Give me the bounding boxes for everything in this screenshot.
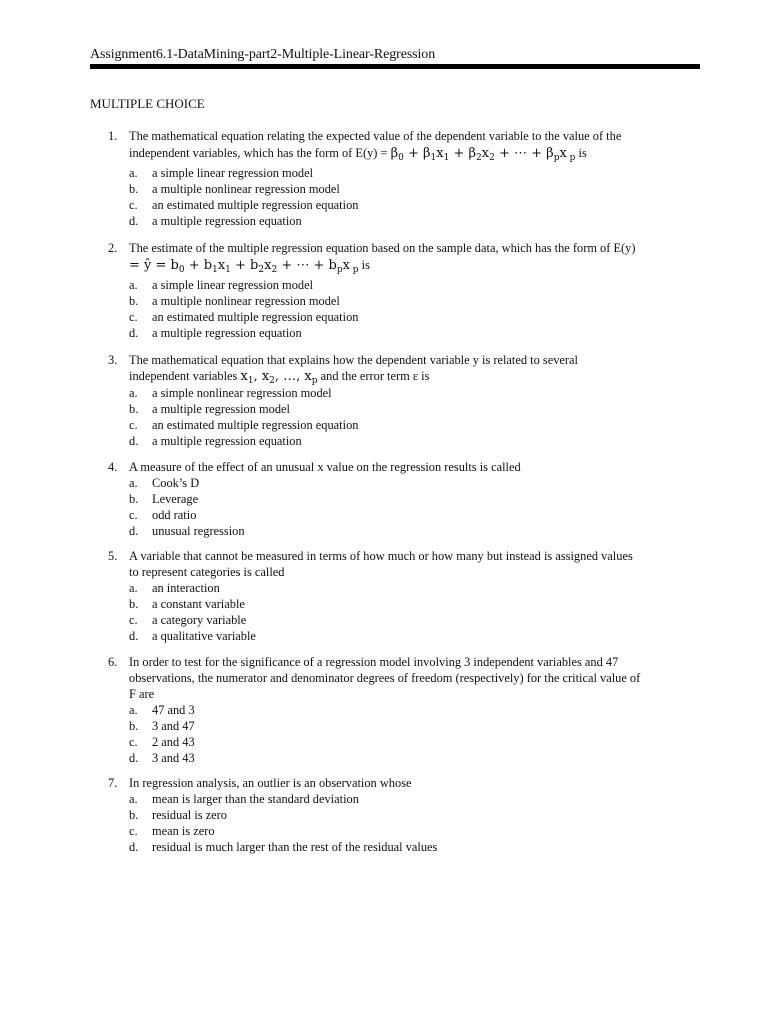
option-text: 47 and 3	[152, 703, 195, 717]
option-text: an estimated multiple regression equation	[152, 310, 359, 324]
option-d	[129, 750, 689, 766]
header-rule	[90, 64, 700, 69]
option-letter: c.	[129, 824, 138, 838]
option-letter: b.	[129, 597, 139, 611]
option-letter: c.	[129, 310, 138, 324]
stem-text: is	[358, 258, 370, 272]
option-letter: b.	[129, 719, 139, 733]
option-text: a multiple regression equation	[152, 214, 302, 228]
option-text: an interaction	[152, 581, 220, 595]
option-text: mean is zero	[152, 824, 215, 838]
option-b	[129, 293, 689, 309]
option-c	[129, 507, 689, 523]
option-b	[129, 401, 689, 417]
question-number: 4.	[108, 460, 118, 474]
option-d	[129, 433, 689, 449]
option-a	[129, 791, 689, 807]
question-number: 6.	[108, 655, 118, 669]
option-letter: c.	[129, 613, 138, 627]
stem-line: observations, the numerator and denominator degrees of freedom (respectively) for the critical value of	[129, 671, 641, 685]
option-c	[129, 309, 689, 325]
option-list	[129, 580, 689, 644]
option-list	[129, 702, 689, 766]
option-letter: c.	[129, 735, 138, 749]
math-expression: = ŷ = $b_0 + b_1x_1 + b_2x_2$ + ⋯ + $b_px$ $_p$	[129, 258, 359, 275]
option-letter: a.	[129, 166, 138, 180]
option-letter: b.	[129, 182, 139, 196]
option-text: a simple nonlinear regression model	[152, 386, 332, 400]
stem-line	[129, 368, 704, 385]
stem-text: independent variables, which has the form of E(y) =	[129, 146, 391, 160]
question-stem	[129, 459, 704, 475]
option-letter: d.	[129, 751, 139, 765]
option-list	[129, 277, 689, 341]
option-text: a category variable	[152, 613, 247, 627]
option-text: unusual regression	[152, 524, 245, 538]
question-stem	[129, 775, 704, 791]
option-c	[129, 823, 689, 839]
option-letter: b.	[129, 492, 139, 506]
option-d	[129, 839, 689, 855]
question-number: 1.	[108, 129, 118, 143]
math-expression: $x_1$, $x_2$, …, $x_p$	[240, 369, 318, 386]
option-a	[129, 475, 689, 491]
option-list	[129, 385, 689, 449]
option-letter: d.	[129, 629, 139, 643]
stem-line	[129, 145, 704, 162]
option-letter: b.	[129, 808, 139, 822]
option-text: mean is larger than the standard deviation	[152, 792, 359, 806]
option-text: a qualitative variable	[152, 629, 256, 643]
stem-text: is	[575, 146, 587, 160]
option-text: Cook’s D	[152, 476, 200, 490]
option-d	[129, 213, 689, 229]
option-text: a multiple nonlinear regression model	[152, 182, 340, 196]
option-letter: b.	[129, 294, 139, 308]
stem-line: In regression analysis, an outlier is an observation whose	[129, 776, 412, 790]
option-c	[129, 612, 689, 628]
option-a	[129, 385, 689, 401]
option-b	[129, 181, 689, 197]
document-header	[90, 46, 700, 64]
question-number: 5.	[108, 549, 118, 563]
option-list	[129, 165, 689, 229]
option-a	[129, 165, 689, 181]
option-letter: c.	[129, 198, 138, 212]
option-letter: a.	[129, 581, 138, 595]
option-text: a simple linear regression model	[152, 166, 314, 180]
option-c	[129, 417, 689, 433]
stem-text: and the error term ε is	[317, 369, 430, 383]
section-heading: MULTIPLE CHOICE	[90, 96, 205, 111]
option-c	[129, 197, 689, 213]
stem-line: The estimate of the multiple regression equation based on the sample data, which has the form of E(y)	[129, 241, 636, 255]
option-text: a multiple regression equation	[152, 326, 302, 340]
stem-line: The mathematical equation that explains how the dependent variable y is related to several	[129, 353, 578, 367]
option-list	[129, 475, 689, 539]
option-text: a constant variable	[152, 597, 245, 611]
option-text: an estimated multiple regression equation	[152, 198, 359, 212]
question-number: 7.	[108, 776, 118, 790]
stem-line: In order to test for the significance of a regression model involving 3 independent variables and 47	[129, 655, 619, 669]
stem-line	[129, 257, 704, 274]
question-number: 3.	[108, 353, 118, 367]
option-text: odd ratio	[152, 508, 197, 522]
option-letter: c.	[129, 418, 138, 432]
option-text: a multiple nonlinear regression model	[152, 294, 340, 308]
stem-text: independent variables	[129, 369, 241, 383]
stem-line: A measure of the effect of an unusual x value on the regression results is called	[129, 460, 521, 474]
document-title: Assignment6.1-DataMining-part2-Multiple-Linear-Regression	[90, 47, 436, 62]
option-d	[129, 325, 689, 341]
option-letter: d.	[129, 434, 139, 448]
option-list	[129, 791, 689, 855]
option-c	[129, 734, 689, 750]
stem-line: F are	[129, 687, 155, 701]
option-b	[129, 491, 689, 507]
option-letter: b.	[129, 402, 139, 416]
question-stem	[129, 240, 704, 274]
option-letter: d.	[129, 326, 139, 340]
option-text: a multiple regression equation	[152, 434, 302, 448]
math-expression: $\beta_0 + \beta_1x_1 + \beta_2x_2$ + ⋯ + $\beta_px$ $_p$	[390, 146, 576, 163]
option-text: 2 and 43	[152, 735, 195, 749]
option-letter: d.	[129, 840, 139, 854]
option-a	[129, 580, 689, 596]
option-letter: d.	[129, 214, 139, 228]
question-stem	[129, 128, 704, 162]
option-d	[129, 628, 689, 644]
option-text: residual is zero	[152, 808, 228, 822]
option-b	[129, 807, 689, 823]
question-stem	[129, 548, 704, 580]
option-d	[129, 523, 689, 539]
option-letter: a.	[129, 476, 138, 490]
option-text: 3 and 47	[152, 719, 195, 733]
option-a	[129, 277, 689, 293]
option-text: a simple linear regression model	[152, 278, 314, 292]
option-b	[129, 596, 689, 612]
option-a	[129, 702, 689, 718]
option-text: 3 and 43	[152, 751, 195, 765]
option-letter: a.	[129, 792, 138, 806]
question-number: 2.	[108, 241, 118, 255]
option-letter: c.	[129, 508, 138, 522]
option-letter: a.	[129, 278, 138, 292]
option-b	[129, 718, 689, 734]
option-letter: a.	[129, 386, 138, 400]
stem-line: A variable that cannot be measured in terms of how much or how many but instead is assigned values	[129, 549, 633, 563]
option-letter: d.	[129, 524, 139, 538]
option-text: residual is much larger than the rest of the residual values	[152, 840, 438, 854]
option-text: a multiple regression model	[152, 402, 290, 416]
stem-line: The mathematical equation relating the expected value of the dependent variable to the value of the	[129, 129, 622, 143]
stem-line: to represent categories is called	[129, 565, 285, 579]
option-text: Leverage	[152, 492, 199, 506]
option-text: an estimated multiple regression equation	[152, 418, 359, 432]
question-stem	[129, 654, 704, 702]
option-letter: a.	[129, 703, 138, 717]
question-stem	[129, 352, 704, 385]
